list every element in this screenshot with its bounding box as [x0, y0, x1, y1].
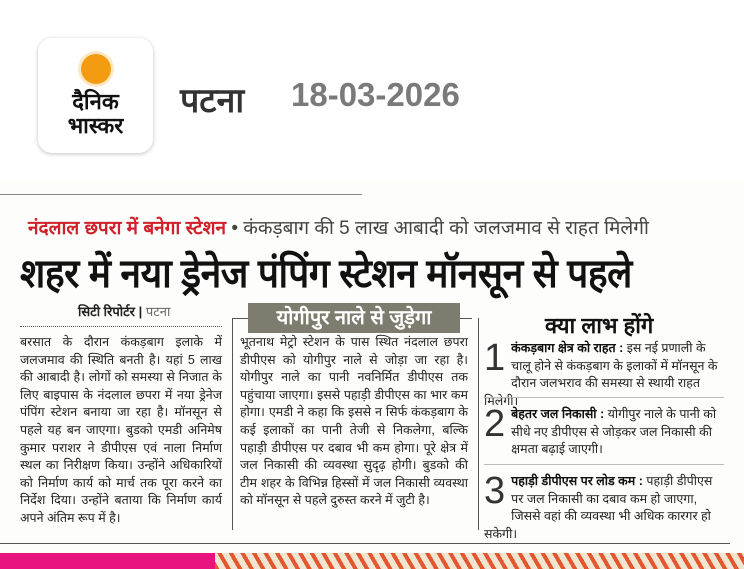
headline: शहर में नया ड्रेनेज पंपिंग स्टेशन मॉनसून से पहले [20, 252, 632, 296]
benefit-title: पहाड़ी डीपीएस पर लोड कम : [511, 474, 643, 488]
newspaper-clipping [0, 180, 744, 569]
benefit-item-3 [484, 470, 724, 543]
divider [484, 397, 724, 398]
benefits-heading: क्या लाभ होंगे [545, 313, 654, 338]
divider [0, 194, 362, 195]
benefit-text: योगीपुर नाले के पानी को सीधे नए डीपीएस से जोड़कर जल निकासी की क्षमता बढ़ाई जाएगी। [511, 407, 717, 457]
byline-place: पटना [145, 304, 171, 319]
benefit-item-1 [484, 337, 724, 410]
benefit-text: पहाड़ी डीपीएस पर जल निकासी का दबाव कम हो जाएगा, जिससे वहां की व्यवस्था भी अधिक कारगर हो सकेगी। [484, 474, 713, 541]
divider [0, 543, 730, 544]
benefit-title: बेहतर जल निकासी : [511, 407, 605, 421]
benefit-item-2 [484, 403, 724, 459]
magenta-band [0, 553, 215, 569]
benefit-text: इस नई प्रणाली के चालू होने से कंकड़बाग के इलाकों में मॉनसून के दौरान जलभराव की समस्या से स्थायी राहत मिलेगी। [484, 341, 718, 408]
column-divider [478, 318, 479, 530]
sun-icon [81, 54, 111, 84]
edition-date: 18-03-2026 [291, 76, 460, 113]
byline: सिटी रिपोर्टर | पटना [78, 304, 171, 319]
divider [484, 464, 724, 465]
subheadline-rest: • कंकड़बाग की 5 लाख आबादी को जलजमाव से राहत मिलेगी [231, 218, 649, 239]
benefit-number: 2 [484, 403, 506, 445]
benefit-title: कंकड़बाग क्षेत्र को राहत : [511, 341, 624, 355]
article-column-2: भूतनाथ मेट्रो स्टेशन के पास स्थित नंदलाल छपरा डीपीएस को योगीपुर नाले से जोड़ा जा रहा है। योगीपुर नाले का पानी नवनिर्मित डीपीएस तक पहुंचाया जाएगा। इससे पहाड़ी डीपीएस का भार कम होगा। एमडी ने कहा कि इससे न सिर्फ कंकड़बाग के कई इलाकों का पानी तेजी से निकलेगा, बल्कि पहाड़ी डीपीएस पर दबाव भी कम होगा। पूरे क्षेत्र में जल निकासी की व्यवस्था सुदृढ़ होगी। बुडको की टीम शहर के विभिन्न हिस्सों में जल निकासी व्यवस्था को मॉनसून से पहले दुरुस्त करने में जुटी है। [240, 335, 468, 508]
dotted-divider [20, 326, 222, 327]
box-heading: योगीपुर नाले से जुड़ेगा [248, 303, 460, 333]
subheadline [28, 214, 649, 240]
edition-city: पटना [180, 82, 245, 120]
logo-text-line1: दैनिक [72, 88, 119, 114]
benefit-number: 1 [484, 337, 506, 379]
logo-text-line2: भास्कर [67, 112, 124, 138]
dainik-bhaskar-logo[interactable] [38, 38, 153, 153]
benefit-number: 3 [484, 470, 506, 512]
byline-reporter: सिटी रिपोर्टर [78, 304, 135, 319]
subheadline-red: नंदलाल छपरा में बनेगा स्टेशन [28, 218, 227, 239]
article-column-1: बरसात के दौरान कंकड़बाग इलाके में जलजमाव की स्थिति बनती है। यहां 5 लाख की आबादी है। लोगों को समस्या से निजात के लिए बाइपास के नंदलाल छपरा में नया ड्रेनेज पंपिंग स्टेशन बनाया जा रहा है। मॉनसून से पहले यह बन जाएगा। बुडको एमडी अनिमेष कुमार पराशर ने डीपीएस एवं नाला निर्माण स्थल का निरीक्षण किया। उन्होंने अधिकारियों को निर्माण कार्य को मार्च तक पूरा करने का निर्देश दिया। उन्होंने बताया कि निर्माण कार्य अपने अंतिम रूप में है। [20, 335, 222, 525]
